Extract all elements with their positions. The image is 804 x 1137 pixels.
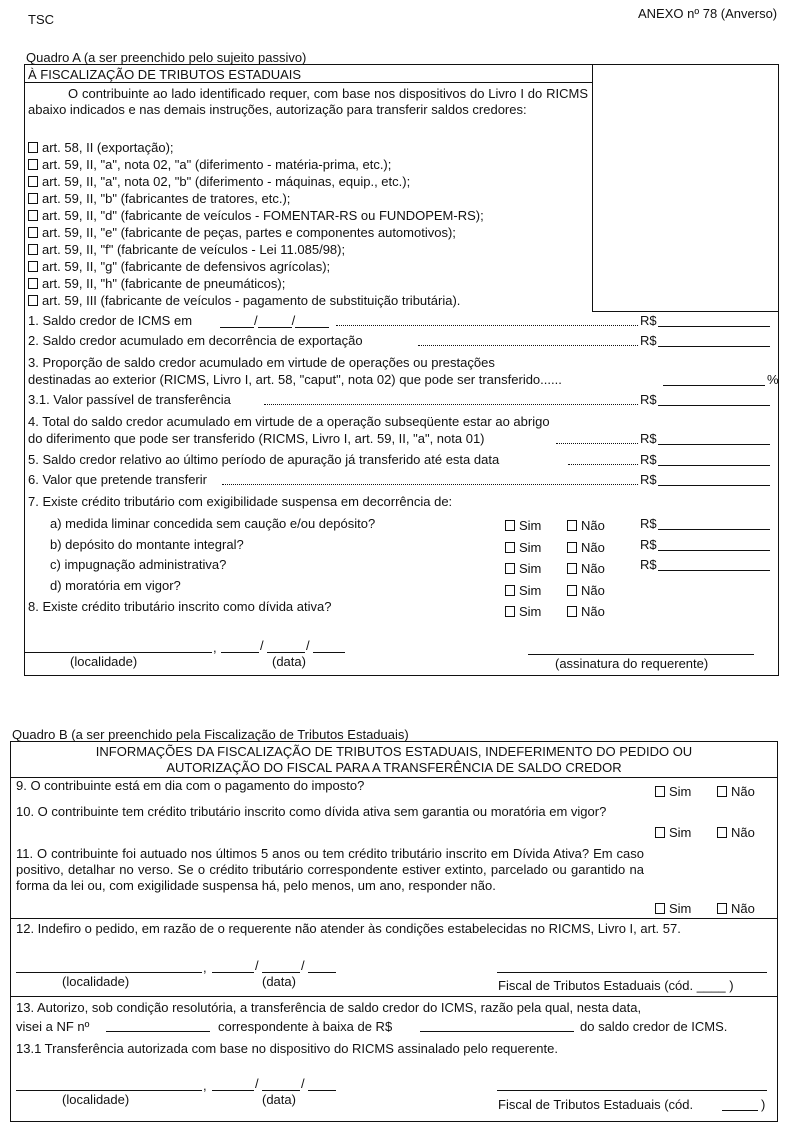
item-9-label: 9. O contribuinte está em dia com o pagamento do imposto?	[16, 778, 365, 793]
item-131-label: 13.1 Transferência autorizada com base no dispositivo do RICMS assinalado pelo requerente.	[16, 1041, 558, 1056]
item-7a-value[interactable]	[658, 529, 770, 530]
localidade-line[interactable]	[16, 1090, 202, 1091]
nao-option[interactable]: Não	[567, 561, 605, 576]
item-4-label-b: do diferimento que pode ser transferido (RICMS, Livro I, art. 59, II, "a", nota 01)	[28, 431, 485, 446]
checkbox[interactable]	[28, 295, 38, 306]
checkbox[interactable]	[505, 606, 515, 617]
date-slash: /	[301, 1076, 305, 1091]
date-day-line[interactable]	[212, 1090, 254, 1091]
sim-option[interactable]: Sim	[505, 518, 541, 533]
date-slash: /	[255, 958, 259, 973]
section-rule	[10, 996, 778, 997]
data-caption: (data)	[262, 1092, 296, 1107]
rs-label: R$	[640, 557, 657, 572]
date-year-line[interactable]	[308, 1090, 336, 1091]
item-1-label: 1. Saldo credor de ICMS em	[28, 313, 193, 328]
quadro-a-heading: À FISCALIZAÇÃO DE TRIBUTOS ESTADUAIS	[28, 67, 302, 82]
checkbox[interactable]	[567, 520, 577, 531]
item-13-line-2b: correspondente à baixa de R$	[218, 1019, 393, 1034]
item-1-value[interactable]	[658, 326, 770, 327]
nao-option[interactable]: Não	[567, 540, 605, 555]
nao-option[interactable]: Não	[717, 784, 755, 799]
sim-option[interactable]: Sim	[505, 561, 541, 576]
heading-rule	[24, 82, 592, 83]
sim-option[interactable]: Sim	[655, 825, 691, 840]
item-7b-value[interactable]	[658, 550, 770, 551]
sim-option[interactable]: Sim	[655, 784, 691, 799]
item-6-label: 6. Valor que pretende transferir	[28, 472, 207, 487]
checkbox[interactable]	[655, 827, 665, 838]
checkbox[interactable]	[28, 210, 38, 221]
item-7c-value[interactable]	[658, 570, 770, 571]
checkbox[interactable]	[717, 903, 727, 914]
rs-label: R$	[640, 313, 657, 328]
item-7-label: 7. Existe crédito tributário com exigibilidade suspensa em decorrência de:	[28, 494, 453, 509]
item-4-label-a: 4. Total do saldo credor acumulado em virtude de a operação subseqüente estar ao abrigo	[28, 414, 550, 429]
item-3-label-b: destinadas ao exterior (RICMS, Livro I, art. 58, "caput", nota 02) que pode ser transferido......	[28, 372, 562, 387]
item-7d-label: d) moratória em vigor?	[50, 578, 181, 593]
quadro-b-heading-2: AUTORIZAÇÃO DO FISCAL PARA A TRANSFERÊNCIA DE SALDO CREDOR	[166, 760, 622, 775]
option-item[interactable]: art. 59, II, "a", nota 02, "a" (diferimento - matéria-prima, etc.);	[28, 157, 391, 172]
nao-option[interactable]: Não	[567, 604, 605, 619]
option-item[interactable]: art. 59, III (fabricante de veículos - pagamento de substituição tributária).	[28, 293, 460, 308]
item-4-value[interactable]	[658, 444, 770, 445]
rs-label: R$	[640, 537, 657, 552]
localidade-caption: (localidade)	[62, 1092, 130, 1107]
checkbox[interactable]	[28, 227, 38, 238]
section-rule	[10, 918, 778, 919]
signature-line[interactable]	[528, 654, 754, 655]
option-item[interactable]: art. 59, II, "g" (fabricante de defensivos agrícolas);	[28, 259, 330, 274]
item-5-label: 5. Saldo credor relativo ao último período de apuração já transferido até esta data	[28, 452, 500, 467]
percent-sign: %	[767, 372, 779, 387]
comma: ,	[203, 1078, 207, 1093]
date-slash: /	[260, 638, 264, 653]
checkbox[interactable]	[505, 542, 515, 553]
rs-label: R$	[640, 431, 657, 446]
identification-box	[592, 64, 779, 312]
checkbox[interactable]	[28, 193, 38, 204]
fiscal-caption: Fiscal de Tributos Estaduais (cód.	[498, 1097, 694, 1112]
item-12-label: 12. Indefiro o pedido, em razão de o requerente não atender às condições estabelecidas no RICMS, Livro I, art. 57.	[16, 921, 681, 936]
sim-option[interactable]: Sim	[505, 540, 541, 555]
option-item[interactable]: art. 59, II, "b" (fabricantes de tratores, etc.);	[28, 191, 290, 206]
checkbox[interactable]	[567, 563, 577, 574]
item-31-label: 3.1. Valor passível de transferência	[28, 392, 231, 407]
item-8-label: 8. Existe crédito tributário inscrito como dívida ativa?	[28, 599, 332, 614]
checkbox[interactable]	[567, 542, 577, 553]
nao-option[interactable]: Não	[717, 825, 755, 840]
form-code: TSC	[28, 12, 54, 27]
comma: ,	[203, 960, 207, 975]
option-item[interactable]: art. 59, II, "f" (fabricante de veículos - Lei 11.085/98);	[28, 242, 345, 257]
item-31-value[interactable]	[658, 405, 770, 406]
checkbox[interactable]	[28, 278, 38, 289]
quadro-b-heading-1: INFORMAÇÕES DA FISCALIZAÇÃO DE TRIBUTOS ESTADUAIS, INDEFERIMENTO DO PEDIDO OU	[95, 744, 693, 759]
checkbox[interactable]	[28, 142, 38, 153]
item-6-value[interactable]	[658, 485, 770, 486]
item-2-value[interactable]	[658, 346, 770, 347]
checkbox[interactable]	[28, 261, 38, 272]
checkbox[interactable]	[717, 786, 727, 797]
date-month-line[interactable]	[267, 652, 305, 653]
checkbox[interactable]	[505, 563, 515, 574]
item-13-line-2a: visei a NF nº	[16, 1019, 90, 1034]
item-13-line-2c: do saldo credor de ICMS.	[580, 1019, 728, 1034]
date-day-line[interactable]	[221, 652, 259, 653]
intro-text: O contribuinte ao lado identificado requer, com base nos dispositivos do Livro I do RICMS abaixo indicados e nas demais instruções, autorização para transferir saldos credores:	[28, 86, 588, 117]
fiscal-caption-end: )	[761, 1097, 766, 1112]
rs-label: R$	[640, 452, 657, 467]
item-7b-label: b) depósito do montante integral?	[50, 537, 244, 552]
nao-option[interactable]: Não	[567, 583, 605, 598]
localidade-line[interactable]	[16, 972, 202, 973]
fiscal-code-line[interactable]	[722, 1110, 758, 1111]
checkbox[interactable]	[28, 176, 38, 187]
fiscal-signature-line[interactable]	[497, 1090, 767, 1091]
leader-dots	[336, 325, 638, 326]
data-caption: (data)	[262, 974, 296, 989]
item-7c-label: c) impugnação administrativa?	[50, 557, 227, 572]
nao-option[interactable]: Não	[567, 518, 605, 533]
comma: ,	[213, 640, 217, 655]
sim-option[interactable]: Sim	[655, 901, 691, 916]
date-year-line[interactable]	[313, 652, 345, 653]
item-2-label: 2. Saldo credor acumulado em decorrência de exportação	[28, 333, 363, 348]
date-year-line[interactable]	[308, 972, 336, 973]
quadro-a-caption: Quadro A (a ser preenchido pelo sujeito passivo)	[26, 50, 307, 65]
option-item[interactable]: art. 59, II, "h" (fabricante de pneumáticos);	[28, 276, 285, 291]
leader-dots	[222, 484, 638, 485]
option-item[interactable]: art. 59, II, "e" (fabricante de peças, partes e componentes automotivos);	[28, 225, 456, 240]
checkbox[interactable]	[28, 159, 38, 170]
localidade-caption: (localidade)	[70, 654, 138, 669]
checkbox[interactable]	[505, 520, 515, 531]
sim-option[interactable]: Sim	[505, 604, 541, 619]
item-7a-label: a) medida liminar concedida sem caução e/ou depósito?	[50, 516, 376, 531]
date-month-line[interactable]	[262, 972, 300, 973]
annex-label: ANEXO nº 78 (Anverso)	[638, 6, 778, 21]
checkbox[interactable]	[505, 585, 515, 596]
date-slash: /	[301, 958, 305, 973]
leader-dots	[264, 404, 638, 405]
checkbox[interactable]	[717, 827, 727, 838]
rs-label: R$	[640, 333, 657, 348]
checkbox[interactable]	[567, 585, 577, 596]
date-day-line[interactable]	[212, 972, 254, 973]
assinatura-caption: (assinatura do requerente)	[555, 656, 709, 671]
option-item[interactable]: art. 59, II, "d" (fabricante de veículos - FOMENTAR-RS ou FUNDOPEM-RS);	[28, 208, 484, 223]
item-1-date[interactable]: / /	[220, 313, 329, 328]
rs-label: R$	[640, 516, 657, 531]
quadro-b-caption: Quadro B (a ser preenchido pela Fiscalização de Tributos Estaduais)	[12, 727, 409, 742]
checkbox[interactable]	[567, 606, 577, 617]
fiscal-caption: Fiscal de Tributos Estaduais (cód. ____ )	[498, 978, 734, 993]
item-3-value[interactable]	[663, 385, 765, 386]
item-10-label: 10. O contribuinte tem crédito tributário inscrito como dívida ativa sem garantia ou moratória em vigor?	[16, 804, 607, 819]
sim-option[interactable]: Sim	[505, 583, 541, 598]
date-slash: /	[255, 1076, 259, 1091]
item-11-label: 11. O contribuinte foi autuado nos últimos 5 anos ou tem crédito tributário inscrito em Dívida Ativa? Em caso positivo, detalhar no verso. Se o crédito tributário correspondente estiver extinto, parcelado ou garantido na forma da lei ou, com exigilidade suspensa há, pelo menos, um ano, responder não.	[16, 846, 644, 893]
leader-dots	[568, 464, 638, 465]
rs-label: R$	[640, 472, 657, 487]
item-13-line-1: 13. Autorizo, sob condição resolutória, a transferência de saldo credor do ICMS, razão pela qual, nesta data,	[16, 1000, 642, 1015]
item-3-label-a: 3. Proporção de saldo credor acumulado em virtude de operações ou prestações	[28, 355, 495, 370]
option-item[interactable]: art. 58, II (exportação);	[28, 140, 174, 155]
item-5-value[interactable]	[658, 465, 770, 466]
localidade-caption: (localidade)	[62, 974, 130, 989]
data-caption: (data)	[272, 654, 306, 669]
fiscal-signature-line[interactable]	[497, 972, 767, 973]
nf-number-line[interactable]	[106, 1031, 210, 1032]
localidade-line[interactable]	[24, 652, 212, 653]
option-item[interactable]: art. 59, II, "a", nota 02, "b" (diferimento - máquinas, equip., etc.);	[28, 174, 410, 189]
date-month-line[interactable]	[262, 1090, 300, 1091]
checkbox[interactable]	[28, 244, 38, 255]
date-slash: /	[306, 638, 310, 653]
leader-dots	[418, 345, 638, 346]
rs-label: R$	[640, 392, 657, 407]
baixa-value-line[interactable]	[420, 1031, 574, 1032]
nao-option[interactable]: Não	[717, 901, 755, 916]
checkbox[interactable]	[655, 903, 665, 914]
leader-dots	[556, 443, 638, 444]
checkbox[interactable]	[655, 786, 665, 797]
